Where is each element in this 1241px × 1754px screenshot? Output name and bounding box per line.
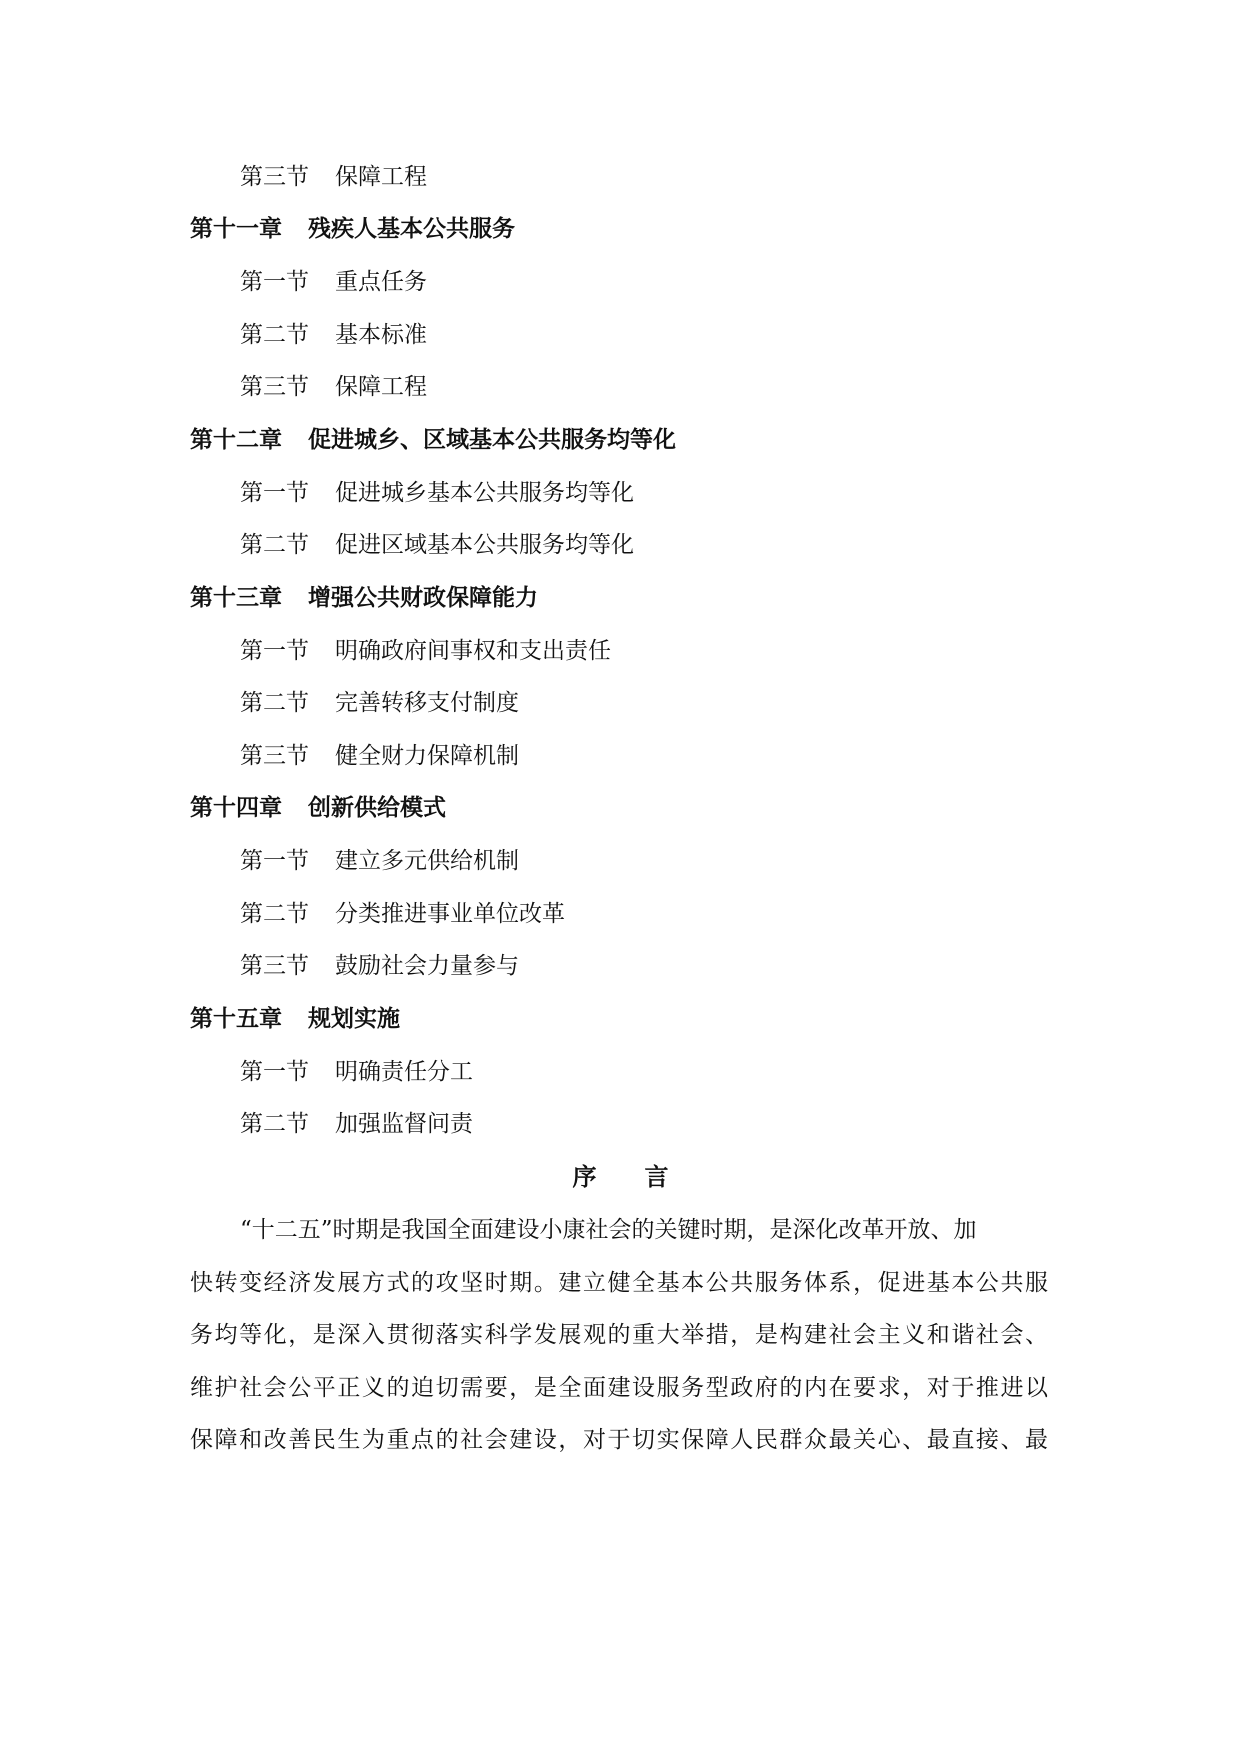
preface-paragraph-line: 保障和改善民生为重点的社会建设，对于切实保障人民群众最关心、最直接、最 xyxy=(190,1427,1048,1453)
toc-section-number: 第三节 xyxy=(240,743,309,769)
toc-section-entry xyxy=(240,267,427,297)
toc-section-title: 保障工程 xyxy=(335,164,427,190)
toc-section-number: 第二节 xyxy=(240,532,309,558)
toc-section-entry xyxy=(240,320,427,350)
toc-section-title: 明确责任分工 xyxy=(335,1059,473,1085)
preface-paragraph-line: 快转变经济发展方式的攻坚时期。建立健全基本公共服务体系，促进基本公共服 xyxy=(190,1270,1048,1296)
toc-section-entry xyxy=(240,688,519,718)
toc-section-title: 建立多元供给机制 xyxy=(335,848,519,874)
toc-section-title: 重点任务 xyxy=(335,269,427,295)
toc-section-number: 第二节 xyxy=(240,322,309,348)
toc-chapter-number: 第十四章 xyxy=(190,795,282,821)
toc-section-number: 第二节 xyxy=(240,690,309,716)
preface-paragraph-line: “十二五”时期是我国全面建设小康社会的关键时期，是深化改革开放、加 xyxy=(240,1217,977,1243)
toc-section-number: 第三节 xyxy=(240,953,309,979)
toc-section-number: 第一节 xyxy=(240,480,309,506)
preface-heading-char: 序 xyxy=(572,1163,597,1191)
toc-section-entry xyxy=(240,1109,473,1139)
toc-chapter-title: 创新供给模式 xyxy=(308,795,446,821)
toc-chapter-entry xyxy=(190,1004,400,1034)
preface-paragraph-line: 维护社会公平正义的迫切需要，是全面建设服务型政府的内在要求，对于推进以 xyxy=(190,1375,1048,1401)
preface-heading xyxy=(0,1162,1241,1192)
toc-chapter-entry xyxy=(190,793,446,823)
toc-section-number: 第三节 xyxy=(240,374,309,400)
toc-section-title: 完善转移支付制度 xyxy=(335,690,519,716)
toc-chapter-entry xyxy=(190,583,538,613)
toc-section-number: 第二节 xyxy=(240,1111,309,1137)
toc-section-title: 分类推进事业单位改革 xyxy=(335,901,565,927)
toc-section-number: 第三节 xyxy=(240,164,309,190)
toc-section-entry xyxy=(240,162,427,192)
toc-chapter-number: 第十三章 xyxy=(190,585,282,611)
toc-section-entry xyxy=(240,741,519,771)
toc-chapter-number: 第十二章 xyxy=(190,427,282,453)
toc-chapter-entry xyxy=(190,425,676,455)
toc-chapter-title: 增强公共财政保障能力 xyxy=(308,585,538,611)
toc-section-entry xyxy=(240,951,519,981)
toc-section-number: 第二节 xyxy=(240,901,309,927)
toc-section-entry xyxy=(240,478,634,508)
toc-section-entry xyxy=(240,1057,473,1087)
toc-section-entry xyxy=(240,846,519,876)
preface-heading-char: 言 xyxy=(644,1163,669,1191)
toc-section-number: 第一节 xyxy=(240,269,309,295)
toc-section-title: 促进城乡基本公共服务均等化 xyxy=(335,480,634,506)
toc-section-title: 明确政府间事权和支出责任 xyxy=(335,638,611,664)
toc-section-title: 鼓励社会力量参与 xyxy=(335,953,519,979)
toc-chapter-title: 规划实施 xyxy=(308,1006,400,1032)
toc-section-title: 保障工程 xyxy=(335,374,427,400)
toc-section-title: 基本标准 xyxy=(335,322,427,348)
toc-section-title: 加强监督问责 xyxy=(335,1111,473,1137)
toc-section-number: 第一节 xyxy=(240,1059,309,1085)
toc-section-title: 促进区域基本公共服务均等化 xyxy=(335,532,634,558)
toc-chapter-entry xyxy=(190,214,515,244)
preface-paragraph-line: 务均等化，是深入贯彻落实科学发展观的重大举措，是构建社会主义和谐社会、 xyxy=(190,1322,1048,1348)
toc-chapter-title: 残疾人基本公共服务 xyxy=(308,216,515,242)
toc-section-entry xyxy=(240,530,634,560)
toc-section-title: 健全财力保障机制 xyxy=(335,743,519,769)
toc-section-number: 第一节 xyxy=(240,638,309,664)
toc-chapter-number: 第十五章 xyxy=(190,1006,282,1032)
toc-chapter-number: 第十一章 xyxy=(190,216,282,242)
toc-section-entry xyxy=(240,372,427,402)
toc-section-entry xyxy=(240,899,565,929)
toc-section-number: 第一节 xyxy=(240,848,309,874)
toc-chapter-title: 促进城乡、区域基本公共服务均等化 xyxy=(308,427,676,453)
toc-section-entry xyxy=(240,636,611,666)
